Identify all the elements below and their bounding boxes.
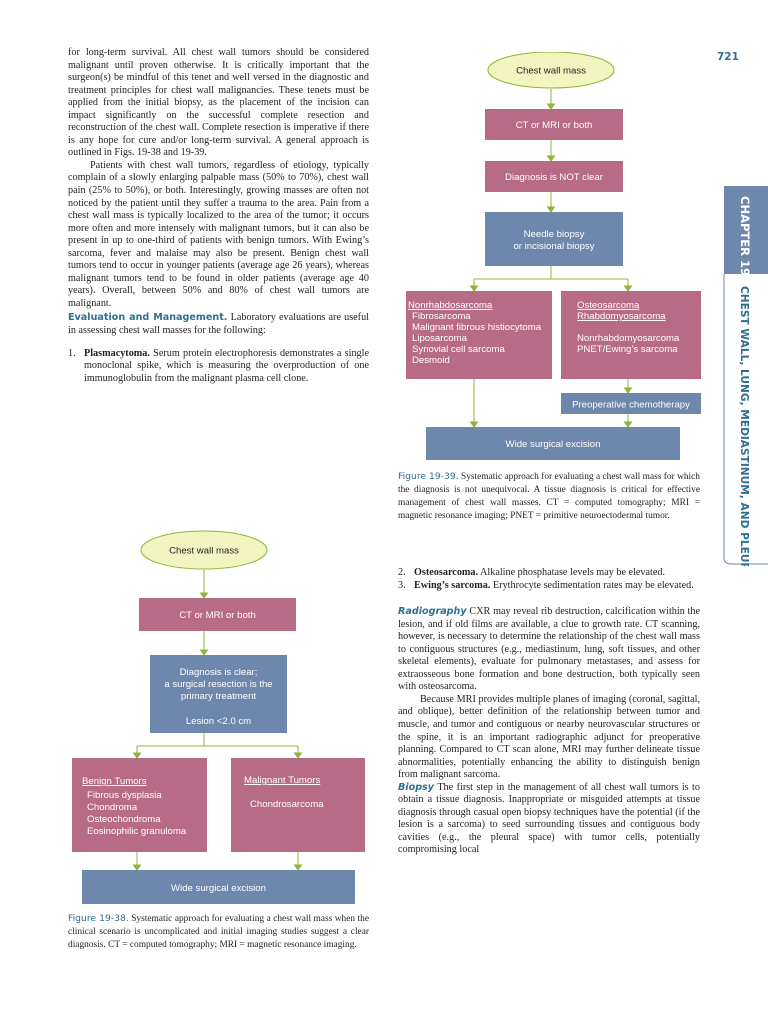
fig39-nonrhabdo-item: Malignant fibrous histiocytoma bbox=[412, 322, 542, 333]
fig39-imaging-label: CT or MRI or both bbox=[515, 120, 593, 131]
fig39-start-label: Chest wall mass bbox=[516, 65, 586, 77]
fig38-benign-item: Osteochondroma bbox=[87, 814, 161, 825]
chapter-number: CHAPTER 19 bbox=[738, 196, 752, 276]
paragraph-intro: for long-term survival. All chest wall tumors should be considered malignant until proven otherwise. It is critically important that the surgeon(s) be mindful of this tenet and well versed in the diagnostic and treatment principles for chest wall malignancies. These tenets must be applied from the initial biopsy, as the placement of the incision can impact significantly on the successful complete resection and reconstruction of the chest wall. Complete resection is imperative if there is any hope for cure and/or long-term survival. A general approach is outlined in Figs. 19-38 and 19-39. bbox=[68, 47, 369, 159]
evaluation-heading: Evaluation and Management. bbox=[68, 312, 228, 324]
fig38-benign-title: Benign Tumors bbox=[82, 776, 147, 787]
radiography-heading: Radiography bbox=[398, 606, 467, 618]
figure-19-38-label: Figure 19-38. bbox=[68, 913, 129, 924]
fig38-benign-item: Chondroma bbox=[87, 802, 138, 813]
list-text: Alkaline phosphatase levels may be elevated. bbox=[480, 567, 666, 578]
list-item-ewings bbox=[398, 580, 700, 593]
fig39-osteo-item: PNET/Ewing’s sarcoma bbox=[577, 344, 678, 355]
evaluation-text: Laboratory evaluations are useful in assessing chest wall masses for the following: bbox=[68, 312, 369, 337]
fig39-osteo-title2: Rhabdomyosarcoma bbox=[577, 311, 666, 322]
fig39-osteo-item: Nonrhabdomyosarcoma bbox=[577, 333, 680, 344]
fig39-excision-label: Wide surgical excision bbox=[505, 439, 601, 450]
left-column-text bbox=[68, 47, 369, 385]
figure-19-38-caption bbox=[68, 912, 369, 952]
fig39-not-clear-label: Diagnosis is NOT clear bbox=[505, 172, 603, 183]
fig39-nonrhabdo-title: Nonrhabdosarcoma bbox=[408, 300, 493, 311]
fig39-nonrhabdo-item: Desmoid bbox=[412, 355, 450, 366]
fig39-osteo-title1: Osteosarcoma bbox=[577, 300, 640, 311]
list-term: Ewing’s sarcoma. bbox=[414, 579, 491, 591]
fig39-biopsy-line2: or incisional biopsy bbox=[513, 241, 595, 252]
figure-19-38-flowchart bbox=[72, 530, 372, 912]
page-number: 721 bbox=[717, 51, 739, 63]
figure-19-39-caption-text: Systematic approach for evaluating a chest wall mass for which the diagnosis is not unequivocal. A tissue diagnosis is critical for effective management of chest wall masses. CT = computed tomography; MRI = magnetic resonance imaging; PNET = primitive neuroectodermal tumor. bbox=[398, 472, 700, 521]
fig39-nonrhabdo-item: Fibrosarcoma bbox=[412, 311, 471, 322]
list-term: Plasmacytoma. bbox=[84, 347, 150, 359]
figure-19-39-caption bbox=[398, 470, 700, 523]
fig38-dx-line1: Diagnosis is clear; bbox=[179, 667, 258, 678]
paragraph-mri: Because MRI provides multiple planes of imaging (coronal, sagittal, and oblique), better definition of the relationship between tumor and muscle, and tumor and contiguous or nearby neurovascular structures or the spine, it is an important radiographic adjunct for preoperative planning. Compared to CT scan alone, MRI may further delineate tissue abnormalities, potentially enhancing the ability to distinguish benign from malignant sarcoma. bbox=[398, 693, 700, 781]
fig39-nonrhabdo-item: Liposarcoma bbox=[412, 333, 467, 344]
biopsy-text: The first step in the management of all chest wall tumors is to obtain a tissue diagnosis. Inappropriate or misguided attempts at tissue diagnosis through casual open biopsy techniques have the potential (if the lesion is a sarcoma) to seed surrounding tissues and contiguous body cavities (e.g., the pleural space) with tumor cells, potentially compromising local bbox=[398, 781, 700, 856]
biopsy-heading: Biopsy bbox=[398, 781, 435, 793]
fig38-dx-line4: Lesion <2.0 cm bbox=[185, 716, 252, 727]
fig38-benign-item: Fibrous dysplasia bbox=[87, 790, 162, 801]
list-number: 3. bbox=[398, 579, 406, 591]
right-column-text bbox=[398, 567, 700, 857]
list-item-plasmacytoma bbox=[68, 348, 369, 386]
figure-19-39-label: Figure 19-39. bbox=[398, 471, 459, 482]
chapter-tab bbox=[718, 186, 768, 566]
fig39-chemo-label: Preoperative chemotherapy bbox=[572, 399, 690, 411]
list-text: Serum protein electrophoresis demonstrates a single monoclonal spike, which is measuring the overproduction of one immunoglobulin from the malignant plasma cell clone. bbox=[84, 347, 370, 384]
list-item-osteosarcoma bbox=[398, 567, 700, 580]
fig39-biopsy-line1: Needle biopsy bbox=[523, 229, 585, 240]
paragraph-biopsy bbox=[398, 782, 700, 857]
figure-19-39-flowchart bbox=[396, 52, 706, 464]
fig38-dx-line2: a surgical resection is the bbox=[164, 679, 273, 690]
fig38-imaging-label: CT or MRI or both bbox=[179, 610, 256, 621]
paragraph-patients: Patients with chest wall tumors, regardless of etiology, typically complain of a slowly enlarging palpable mass (50% to 70%), chest wall pain (25% to 50%), or both. Interestingly, growing masses are often not noticed by the patient until they suffer a trauma to the area. Pain from a chest wall mass is typically localized to the area of the tumor; it occurs more often and more intensely with malignant tumors, but it can also be present in up to one-third of patients with benign tumors. With Ewing’s sarcoma, fever and malaise may also be present. Benign chest wall tumors tend to occur in younger patients (average age 26 years), whereas malignant tumors tend to be found in older patients (average age 40 years). Overall, between 50% and 80% of chest wall tumors are malignant. bbox=[68, 159, 369, 309]
chapter-tab-graphic bbox=[718, 186, 768, 566]
list-number: 1. bbox=[68, 347, 76, 359]
fig38-malignant-title: Malignant Tumors bbox=[244, 775, 321, 786]
list-term: Osteosarcoma. bbox=[414, 567, 479, 578]
fig38-malignant-item: Chondrosarcoma bbox=[250, 799, 324, 810]
figure-19-38-caption-text: Systematic approach for evaluating a chest wall mass when the clinical scenario is uncomplicated and initial imaging studies suggest a clear diagnosis. CT = computed tomography; MRI = magnetic resonance imaging. bbox=[68, 914, 369, 950]
fig39-nonrhabdo-item: Synovial cell sarcoma bbox=[412, 344, 505, 355]
fig38-start-label: Chest wall mass bbox=[169, 545, 239, 557]
fig38-dx-line3: primary treatment bbox=[180, 691, 257, 702]
paragraph-radiography bbox=[398, 606, 700, 694]
chapter-title: CHEST WALL, LUNG, MEDIASTINUM, AND PLEURA bbox=[738, 286, 750, 566]
list-number: 2. bbox=[398, 567, 406, 578]
fig38-benign-item: Eosinophilic granuloma bbox=[87, 826, 187, 837]
radiography-text: CXR may reveal rib destruction, calcification within the lesion, and if old films are available, a clue to growth rate. CT scanning, however, is necessary to determine the relationship of the chest wall mass to contiguous structures (e.g., mediastinum, lung, soft tissues, and other skeletal elements), evaluate for pulmonary metastases, and assess for extraosseous bone formation and bone destruction, both typically seen with osteosarcoma. bbox=[398, 606, 701, 693]
list-text: Erythrocyte sedimentation rates may be elevated. bbox=[492, 579, 694, 591]
fig38-excision-label: Wide surgical excision bbox=[171, 883, 266, 894]
paragraph-evaluation bbox=[68, 312, 369, 337]
